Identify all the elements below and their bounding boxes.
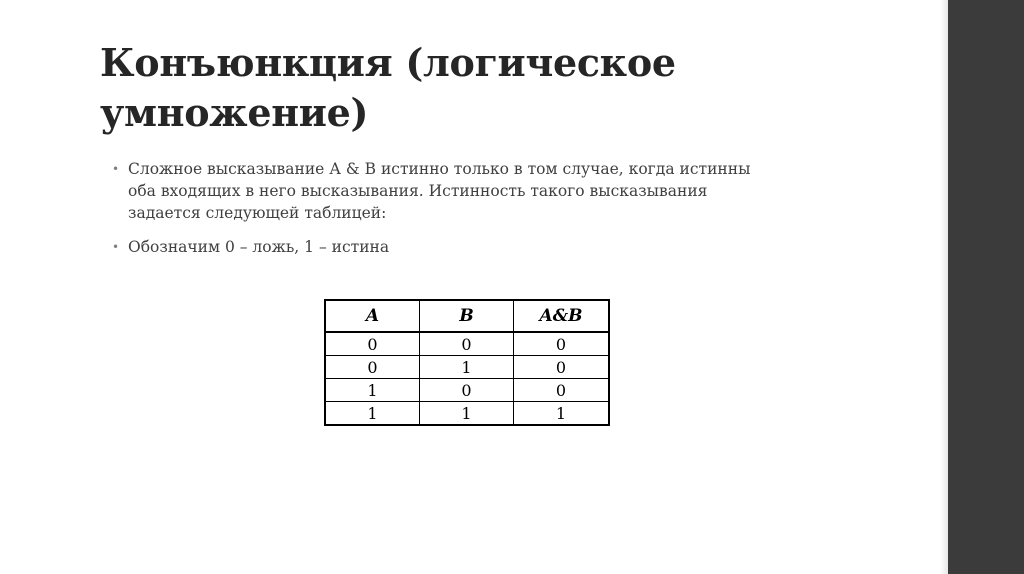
slide-title [100, 38, 900, 138]
bullet-list [112, 158, 772, 258]
column-header-a: A [325, 300, 420, 332]
table-cell: 0 [514, 332, 610, 356]
table-cell: 0 [514, 379, 610, 402]
table-row [325, 356, 609, 379]
bullet-marker: • [112, 240, 120, 254]
slide-edge-shadow [940, 0, 948, 574]
table-cell: 1 [420, 356, 514, 379]
table-cell: 0 [325, 332, 420, 356]
bullet-text: Обозначим 0 – ложь, 1 – истина [128, 238, 390, 256]
table-row [325, 402, 609, 426]
table-cell: 1 [420, 402, 514, 426]
title-line-1: Конъюнкция (логическое [100, 40, 676, 85]
bullet-item [112, 158, 772, 224]
bullet-marker: • [112, 162, 120, 176]
title-line-2: умножение) [100, 90, 369, 135]
column-header-b: B [420, 300, 514, 332]
column-header-a-and-b: A&B [514, 300, 610, 332]
bullet-text: Сложное высказывание А & В истинно только в том случае, когда истинны оба входящих в него высказывания. Истинность такого высказывания задается следующей таблицей: [128, 160, 751, 222]
table-cell: 1 [325, 402, 420, 426]
bullet-item [112, 236, 772, 258]
table-cell: 1 [514, 402, 610, 426]
table-cell: 0 [325, 356, 420, 379]
dark-sidebar [948, 0, 1024, 574]
table-cell: 1 [325, 379, 420, 402]
table-header-row [325, 300, 609, 332]
table-row [325, 332, 609, 356]
truth-table [324, 299, 610, 426]
table-cell: 0 [420, 332, 514, 356]
table-cell: 0 [420, 379, 514, 402]
table-row [325, 379, 609, 402]
table-cell: 0 [514, 356, 610, 379]
